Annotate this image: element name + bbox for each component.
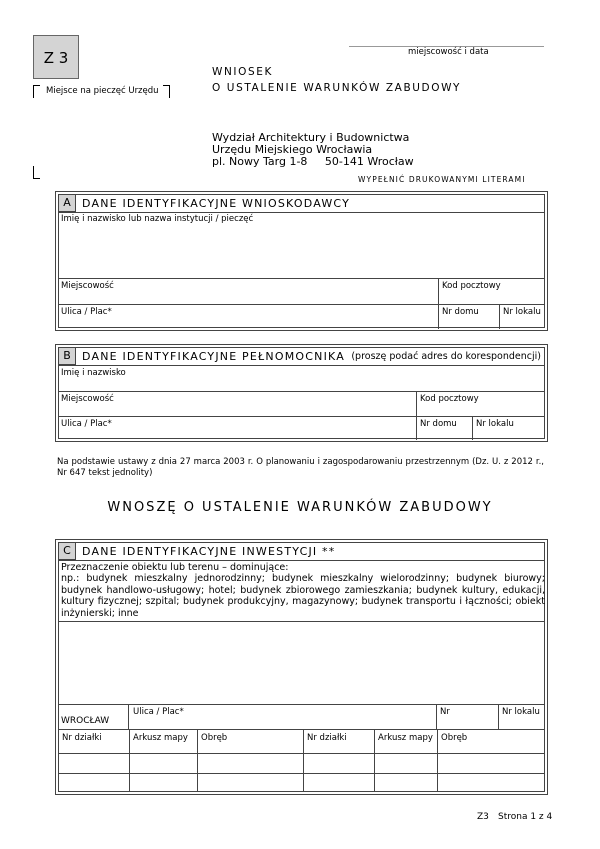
proxy-name-field[interactable] xyxy=(59,365,544,391)
section-b-note: (proszę podać adres do korespondencji) xyxy=(351,351,541,362)
stamp-corner-tl xyxy=(33,85,40,98)
plot-nr-label-1: Nr działki xyxy=(62,733,102,743)
applicant-name-label: Imię i nazwisko lub nazwa instytucji / pieczęć xyxy=(61,214,254,224)
investment-flat-label: Nr lokalu xyxy=(502,707,540,717)
proxy-house-label: Nr domu xyxy=(420,419,457,429)
applicant-name-field[interactable] xyxy=(59,212,544,278)
stamp-label: Miejsce na pieczęć Urzędu xyxy=(46,86,159,96)
proxy-street-label: Ulica / Plac* xyxy=(61,419,112,429)
plots-row3-rule xyxy=(59,773,544,774)
applicant-street-label: Ulica / Plac* xyxy=(61,307,112,317)
plots-col3-rule xyxy=(303,729,304,791)
fill-instruction: WYPEŁNIĆ DRUKOWANYMI LITERAMI xyxy=(358,175,526,184)
title-line2: O USTALENIE WARUNKÓW ZABUDOWY xyxy=(212,82,462,94)
footer-page: Strona 1 z 4 xyxy=(498,812,553,822)
applicant-house-label: Nr domu xyxy=(442,307,479,317)
title-line1: WNIOSEK xyxy=(212,66,273,78)
section-c-letter: C xyxy=(58,542,76,560)
purpose-field[interactable] xyxy=(59,621,544,704)
applicant-city-label: Miejscowość xyxy=(61,281,114,291)
purpose-label: Przeznaczenie obiektu lub terenu – dominujące: xyxy=(61,562,289,573)
applicant-flat-label: Nr lokalu xyxy=(503,307,541,317)
investment-city-value: WROCŁAW xyxy=(61,716,110,726)
proxy-flat-label: Nr lokalu xyxy=(476,419,514,429)
section-c-title: DANE IDENTYFIKACYJNE INWESTYCJI ** xyxy=(82,545,336,558)
proxy-postal-label: Kod pocztowy xyxy=(420,394,479,404)
plot-nr-label-2: Nr działki xyxy=(307,733,347,743)
applicant-city-field[interactable] xyxy=(59,278,439,304)
section-a-letter: A xyxy=(58,194,76,212)
section-c-title-rule xyxy=(59,560,544,561)
plots-col2-rule xyxy=(197,729,198,791)
stamp-corner-bl xyxy=(33,166,40,179)
investment-street-label: Ulica / Plac* xyxy=(133,707,184,717)
form-code: Z 3 xyxy=(43,49,69,67)
investment-nr-label: Nr xyxy=(440,707,450,717)
section-a xyxy=(55,191,548,331)
plots-header-rule xyxy=(59,729,544,730)
section-a-inner xyxy=(58,194,545,328)
section-c xyxy=(55,539,548,795)
plots-col4-rule xyxy=(374,729,375,791)
section-b xyxy=(55,344,548,442)
section-b-letter: B xyxy=(58,347,76,365)
form-code-box xyxy=(33,35,79,79)
section-c-inner xyxy=(58,542,545,792)
precinct-label-2: Obręb xyxy=(441,733,468,743)
plots-col5-rule xyxy=(437,729,438,791)
footer-code: Z3 xyxy=(477,812,489,822)
section-a-title: DANE IDENTYFIKACYJNE WNIOSKODAWCY xyxy=(82,197,351,210)
sheet-label-1: Arkusz mapy xyxy=(133,733,188,743)
purpose-examples: np.: budynek mieszkalny jednorodzinny; budynek mieszkalny wielorodzinny; budynek biurowy; budynek handlowo-usługowy; hotel; budynek zbiorowego zamieszkania; budynek kultury, edukacji, kultury fizycznej; szpital; budynek produkcyjny, magazynowy; budynek transportu i łączności; obiekt inżynierski; inne xyxy=(61,573,545,619)
office-line3: pl. Nowy Targ 1-8 50-141 Wrocław xyxy=(212,155,414,168)
precinct-label-1: Obręb xyxy=(201,733,228,743)
sheet-label-2: Arkusz mapy xyxy=(378,733,433,743)
plots-col1-rule xyxy=(129,729,130,791)
place-date-label: miejscowość i data xyxy=(408,47,489,57)
section-b-inner xyxy=(58,347,545,439)
proxy-city-label: Miejscowość xyxy=(61,394,114,404)
plots-row2-rule xyxy=(59,753,544,754)
section-b-title: DANE IDENTYFIKACYJNE PEŁNOMOCNIKA xyxy=(82,350,345,363)
request-heading: WNOSZĘ O USTALENIE WARUNKÓW ZABUDOWY xyxy=(107,500,493,515)
office-line1: Wydział Architektury i Budownictwa xyxy=(212,131,410,144)
applicant-street-field[interactable] xyxy=(59,304,439,329)
proxy-street-field[interactable] xyxy=(59,416,417,440)
office-line2: Urzędu Miejskiego Wrocławia xyxy=(212,143,373,156)
legal-basis: Na podstawie ustawy z dnia 27 marca 2003 r. O planowaniu i zagospodarowaniu przestrzennym (Dz. U. z 2012 r., Nr 647 tekst jednolity) xyxy=(57,457,544,478)
applicant-postal-label: Kod pocztowy xyxy=(442,281,501,291)
stamp-corner-tr xyxy=(163,85,170,98)
proxy-name-label: Imię i nazwisko xyxy=(61,368,126,378)
